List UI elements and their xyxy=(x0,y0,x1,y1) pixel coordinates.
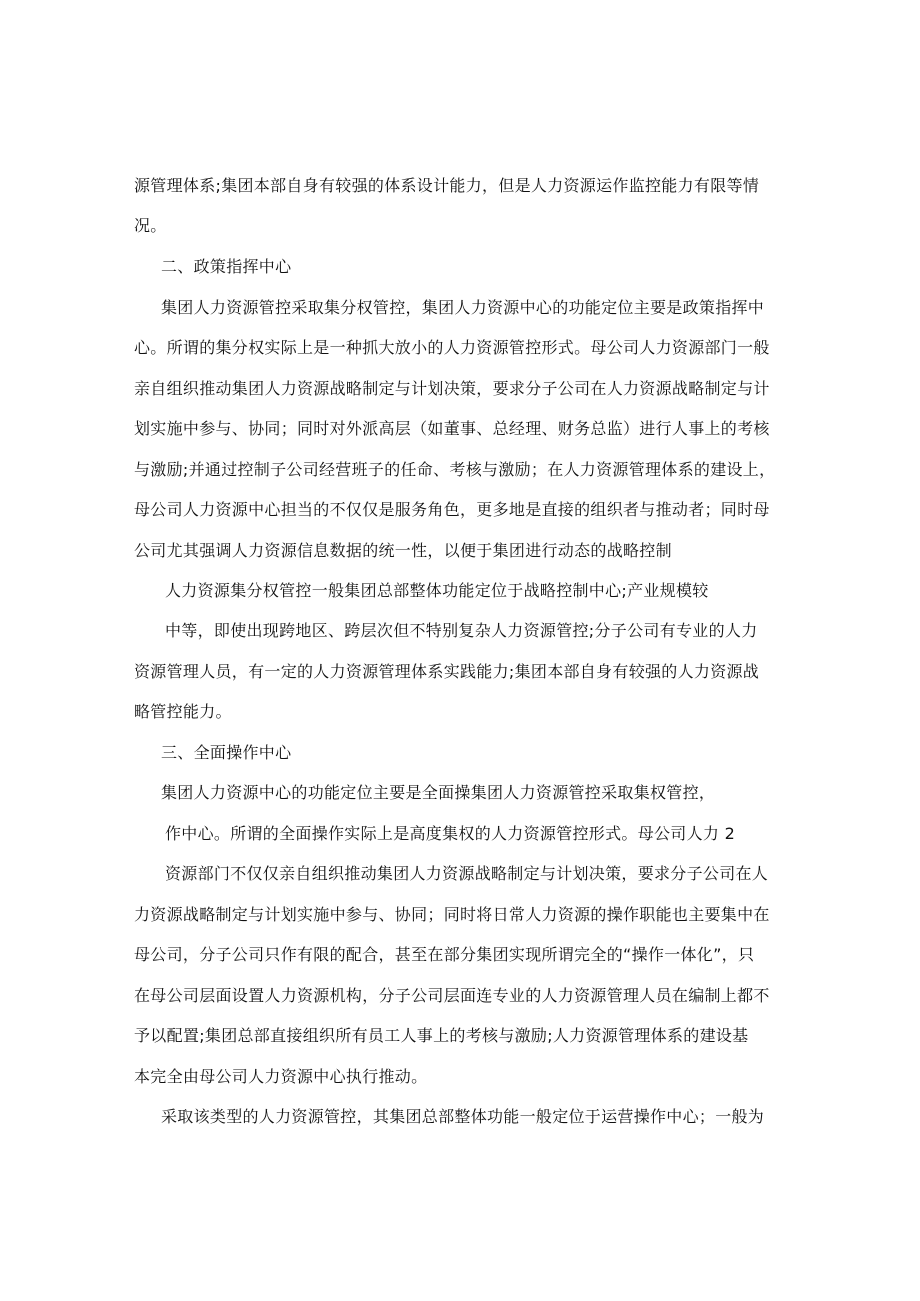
text-line: 况。 xyxy=(134,216,167,235)
text-line: 予以配置;集团总部直接组织所有员工人事上的考核与激励;人力资源管理体系的建设基 xyxy=(134,1026,749,1045)
text-line: 集团人力资源管控采取集分权管控，集团人力资源中心的功能定位主要是政策指挥中 xyxy=(161,298,765,317)
text-line: 作中心。所谓的全面操作实际上是高度集权的人力资源管控形式。母公司人力 2 xyxy=(165,824,736,843)
text-line: 母公司人力资源中心担当的不仅仅是服务角色，更多地是直接的组织者与推动者；同时母 xyxy=(134,500,770,519)
text-line: 心。所谓的集分权实际上是一种抓大放小的人力资源管控形式。母公司人力资源部门一般 xyxy=(134,338,770,357)
text-line: 资源部门不仅仅亲自组织推动集团人力资源战略制定与计划决策，要求分子公司在人 xyxy=(165,864,769,883)
text-line: 集团人力资源中心的功能定位主要是全面操集团人力资源管控采取集权管控， xyxy=(161,783,716,802)
text-line: 中等，即使出现跨地区、跨层次但不特别复杂人力资源管控;分子公司有专业的人力 xyxy=(165,621,758,640)
text-line: 亲自组织推动集团人力资源战略制定与计划决策，要求分子公司在人力资源战略制定与计 xyxy=(134,379,770,398)
text-line: 略管控能力。 xyxy=(134,702,232,721)
text-line: 在母公司层面设置人力资源机构，分子公司层面连专业的人力资源管理人员在编制上都不 xyxy=(134,986,770,1005)
section-heading: 二、政策指挥中心 xyxy=(161,257,292,276)
text-line: 母公司，分子公司只作有限的配合，甚至在部分集团实现所谓完全的“操作一体化”，只 xyxy=(134,945,755,964)
text-line: 与激励;并通过控制子公司经营班子的任命、考核与激励；在人力资源管理体系的建设上， xyxy=(134,460,776,479)
text-line: 力资源战略制定与计划实施中参与、协同；同时将日常人力资源的操作职能也主要集中在 xyxy=(134,905,770,924)
text-line: 资源管理人员，有一定的人力资源管理体系实践能力;集团本部自身有较强的人力资源战 xyxy=(134,662,760,681)
text-line: 源管理体系;集团本部自身有较强的体系设计能力，但是人力资源运作监控能力有限等情 xyxy=(134,176,760,195)
text-line: 人力资源集分权管控一般集团总部整体功能定位于战略控制中心;产业规模较 xyxy=(165,581,709,600)
text-line: 采取该类型的人力资源管控，其集团总部整体功能一般定位于运营操作中心；一般为 xyxy=(161,1107,765,1126)
text-line: 公司尤其强调人力资源信息数据的统一性，以便于集团进行动态的战略控制 xyxy=(134,541,672,560)
text-line: 本完全由母公司人力资源中心执行推动。 xyxy=(134,1067,428,1086)
text-line: 划实施中参与、协同；同时对外派高层（如董事、总经理、财务总监）进行人事上的考核 xyxy=(134,419,770,438)
section-heading: 三、全面操作中心 xyxy=(161,743,292,762)
